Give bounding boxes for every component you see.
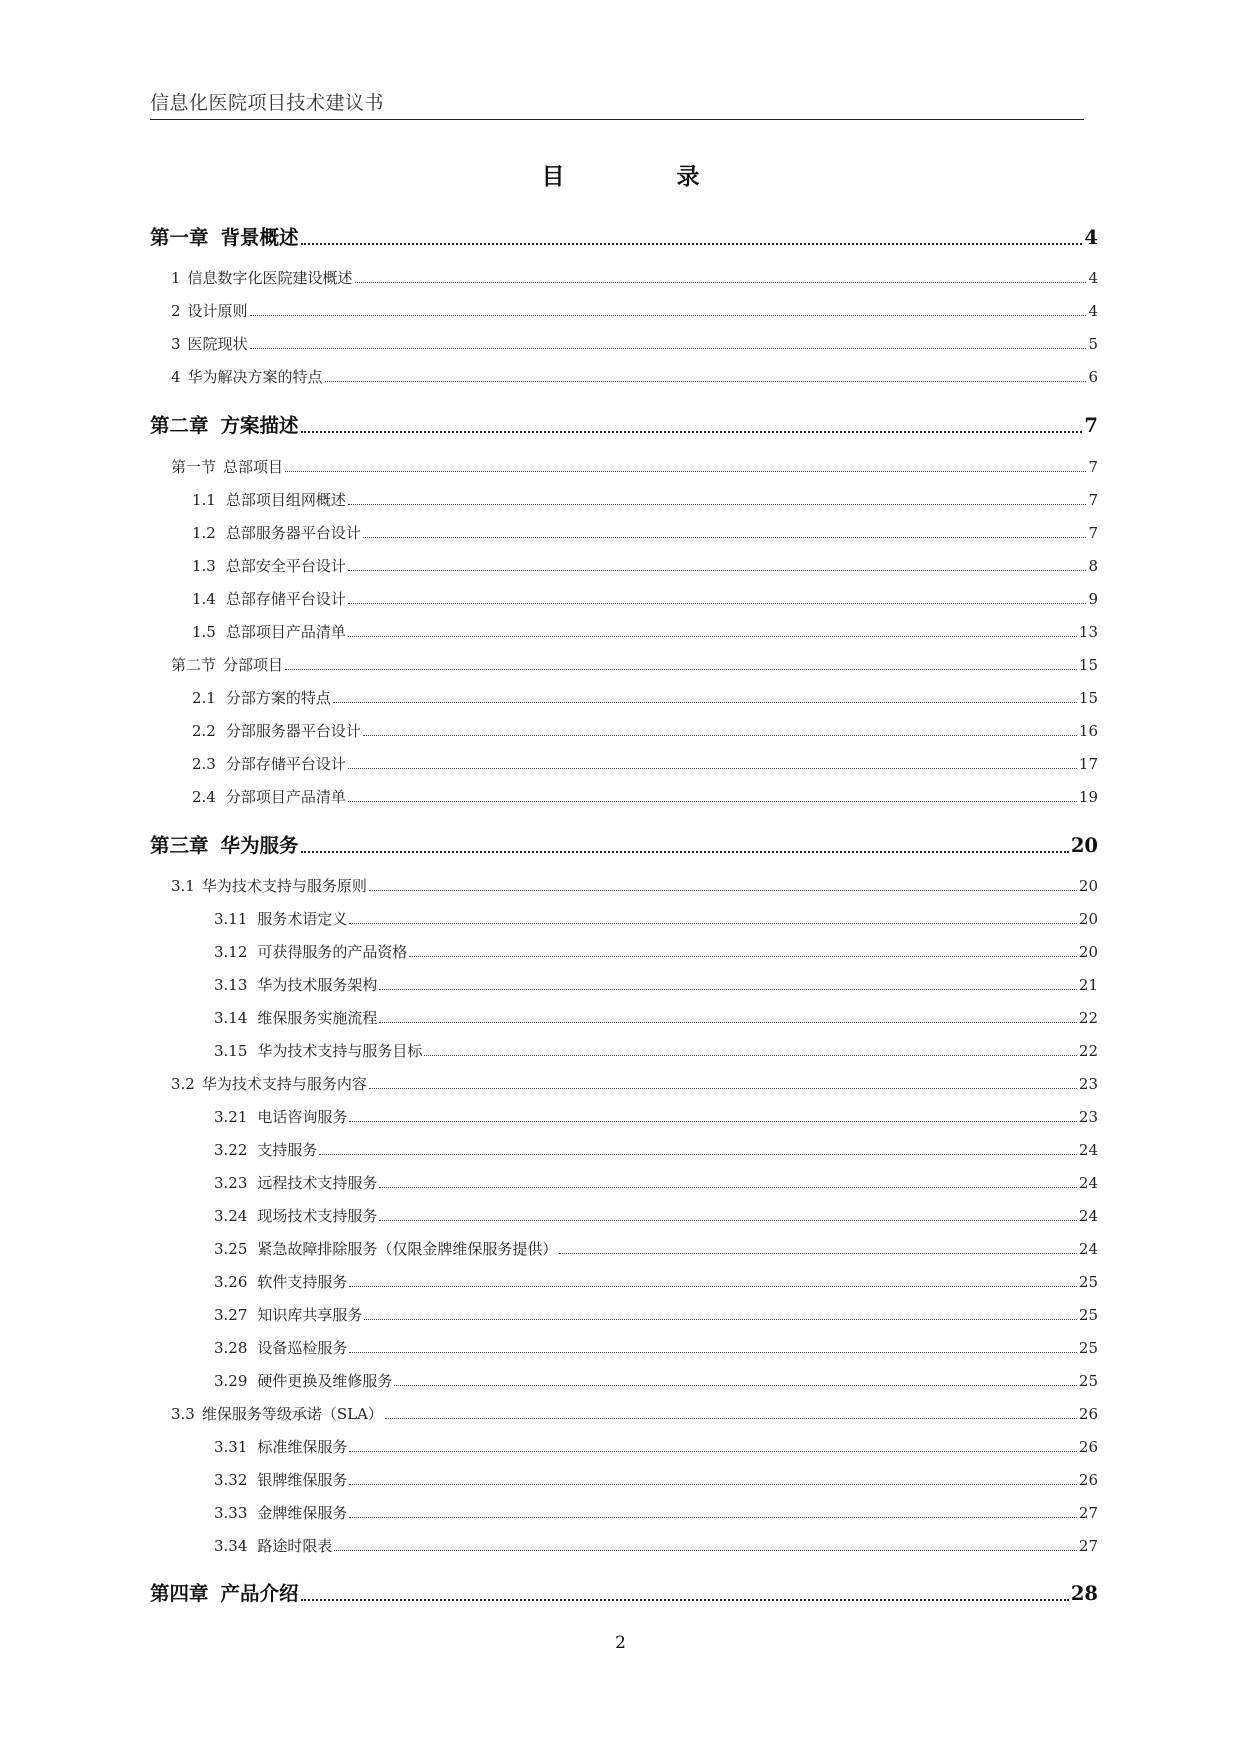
dot-leader (363, 522, 1087, 543)
toc-entry-number: 第二章 (150, 414, 209, 437)
toc-entry-page: 21 (1078, 976, 1098, 994)
dot-leader (349, 1436, 1076, 1457)
toc-entry-page: 7 (1084, 414, 1098, 437)
toc-entry-label: 分部服务器平台设计 (225, 722, 361, 740)
toc-entry-page: 19 (1078, 788, 1098, 806)
toc-entry-label: 总部安全平台设计 (225, 557, 346, 575)
toc-entry-label: 分部存储平台设计 (225, 755, 346, 773)
toc-entry-label: 分部项目 (223, 656, 284, 674)
toc-entry-label: 华为技术支持与服务目标 (257, 1042, 423, 1060)
toc-entry[interactable] (171, 456, 1098, 477)
dot-leader (369, 1073, 1077, 1094)
toc-entry-number: 2 (171, 302, 181, 320)
toc-entry-label: 金牌维保服务 (257, 1504, 348, 1522)
toc-entry-label: 背景概述 (220, 226, 299, 249)
toc-entry-label: 分部方案的特点 (225, 689, 331, 707)
dot-leader (379, 1205, 1076, 1226)
toc-entry-page: 25 (1078, 1372, 1098, 1390)
toc-entry[interactable] (214, 1139, 1098, 1160)
dot-leader (285, 456, 1086, 477)
dot-leader (349, 908, 1076, 929)
toc-entry-page: 24 (1078, 1207, 1098, 1225)
toc-entry-label: 标准维保服务 (257, 1438, 348, 1456)
toc-entry-page: 4 (1088, 302, 1098, 320)
toc-entry[interactable] (192, 555, 1098, 576)
toc-entry-page: 4 (1084, 226, 1098, 249)
toc-entry-number: 3 (171, 335, 181, 353)
dot-leader (348, 588, 1087, 609)
toc-entry-number: 2.2 (192, 722, 216, 740)
toc-entry-page: 24 (1078, 1240, 1098, 1258)
dot-leader (355, 267, 1087, 288)
toc-entry-number: 3.24 (214, 1207, 248, 1225)
dot-leader (349, 1271, 1076, 1292)
dot-leader (333, 687, 1077, 708)
dot-leader (379, 1172, 1076, 1193)
dot-leader (349, 1337, 1076, 1358)
toc-entry[interactable] (171, 1073, 1098, 1094)
toc-entry-page: 26 (1078, 1438, 1098, 1456)
toc-entry-number: 3.28 (214, 1339, 248, 1357)
toc-entry-number: 3.31 (214, 1438, 248, 1456)
toc-entry-number: 3.2 (171, 1075, 195, 1093)
header-rule (150, 119, 1084, 120)
toc-entry-page: 20 (1070, 834, 1098, 857)
toc-entry-number: 3.33 (214, 1504, 248, 1522)
toc-entry-number: 第一章 (150, 226, 209, 249)
toc-entry[interactable] (214, 941, 1098, 962)
toc-entry-page: 24 (1078, 1174, 1098, 1192)
toc-entry-label: 总部存储平台设计 (225, 590, 346, 608)
toc-entry-page: 16 (1078, 722, 1098, 740)
toc-entry-number: 3.3 (171, 1405, 195, 1423)
toc-entry[interactable] (214, 1304, 1098, 1325)
toc-entry-page: 22 (1078, 1009, 1098, 1027)
toc-entry-label: 分部项目产品清单 (225, 788, 346, 806)
toc-entry-label: 方案描述 (220, 414, 299, 437)
toc-entry[interactable] (192, 687, 1098, 708)
toc-entry-label: 总部服务器平台设计 (225, 524, 361, 542)
toc-entry[interactable] (214, 1007, 1098, 1028)
toc-entry-number: 1.4 (192, 590, 216, 608)
toc-entry-page: 22 (1078, 1042, 1098, 1060)
toc-entry-page: 7 (1088, 524, 1098, 542)
toc-entry-page: 4 (1088, 269, 1098, 287)
dot-leader (369, 875, 1077, 896)
toc-entry[interactable] (214, 1370, 1098, 1391)
toc-entry-label: 总部项目 (223, 458, 284, 476)
toc-entry-label: 维保服务等级承诺（SLA） (201, 1405, 383, 1423)
toc-entry-label: 路途时限表 (257, 1537, 333, 1555)
toc-entry[interactable] (192, 522, 1098, 543)
toc-entry-number: 3.11 (214, 910, 248, 928)
toc-entry-number: 2.4 (192, 788, 216, 806)
dot-leader (394, 1370, 1076, 1391)
toc-entry[interactable] (171, 366, 1098, 387)
toc-entry-page: 26 (1078, 1471, 1098, 1489)
toc-entry-label: 硬件更换及维修服务 (257, 1372, 393, 1390)
toc-entry-page: 20 (1078, 910, 1098, 928)
dot-leader (559, 1238, 1076, 1259)
toc-entry[interactable] (214, 1535, 1098, 1556)
toc-entry-number: 4 (171, 368, 181, 386)
toc-entry-number: 第四章 (150, 1582, 209, 1605)
toc-entry-page: 23 (1078, 1108, 1098, 1126)
toc-entry-page: 13 (1078, 623, 1098, 641)
dot-leader (301, 830, 1069, 858)
dot-leader (334, 1535, 1076, 1556)
toc-entry[interactable] (171, 267, 1098, 288)
toc-entry-page: 28 (1070, 1582, 1098, 1605)
toc-entry-number: 3.13 (214, 976, 248, 994)
dot-leader (385, 1403, 1077, 1424)
toc-entry-label: 信息数字化医院建设概述 (187, 269, 353, 287)
dot-leader (285, 654, 1077, 675)
toc-entry-label: 华为解决方案的特点 (187, 368, 323, 386)
toc-entry[interactable] (192, 489, 1098, 510)
dot-leader (325, 366, 1087, 387)
toc-entry-page: 8 (1088, 557, 1098, 575)
toc-entry-number: 2.1 (192, 689, 216, 707)
toc-entry-number: 3.14 (214, 1009, 248, 1027)
toc-entry-page: 6 (1088, 368, 1098, 386)
dot-leader (363, 720, 1077, 741)
toc-entry-number: 3.22 (214, 1141, 248, 1159)
toc-entry[interactable] (192, 588, 1098, 609)
toc-entry[interactable] (214, 1238, 1098, 1259)
toc-entry-number: 3.1 (171, 877, 195, 895)
toc-entry[interactable] (171, 875, 1098, 896)
toc-entry-number: 3.27 (214, 1306, 248, 1324)
toc-entry-number: 3.23 (214, 1174, 248, 1192)
toc-entry-label: 华为技术支持与服务内容 (201, 1075, 367, 1093)
toc-entry-page: 25 (1078, 1306, 1098, 1324)
footer-page-number: 2 (615, 1633, 626, 1653)
toc-entry[interactable] (214, 1106, 1098, 1127)
toc-entry[interactable] (214, 1040, 1098, 1061)
toc-entry[interactable] (214, 908, 1098, 929)
dot-leader (349, 1469, 1076, 1490)
toc-entry-label: 产品介绍 (220, 1582, 299, 1605)
toc-entry-number: 1.2 (192, 524, 216, 542)
dot-leader (379, 1007, 1076, 1028)
toc-entry-page: 25 (1078, 1273, 1098, 1291)
toc-entry[interactable] (171, 333, 1098, 354)
dot-leader (348, 786, 1077, 807)
toc-entry-number: 2.3 (192, 755, 216, 773)
toc-entry[interactable] (214, 1436, 1098, 1457)
toc-entry[interactable] (192, 753, 1098, 774)
toc-entry-number: 3.29 (214, 1372, 248, 1390)
toc-entry-page: 15 (1078, 689, 1098, 707)
toc-entry-number: 第一节 (171, 458, 217, 476)
toc-entry-number: 1.5 (192, 623, 216, 641)
toc-entry-label: 服务术语定义 (257, 910, 348, 928)
toc-entry-label: 可获得服务的产品资格 (257, 943, 408, 961)
toc-entry[interactable] (214, 1271, 1098, 1292)
dot-leader (301, 410, 1083, 438)
dot-leader (348, 621, 1077, 642)
toc-entry-label: 银牌维保服务 (257, 1471, 348, 1489)
toc-entry-number: 3.12 (214, 943, 248, 961)
toc-entry-page: 7 (1088, 458, 1098, 476)
toc-entry-page: 20 (1078, 943, 1098, 961)
toc-entry-number: 1.3 (192, 557, 216, 575)
toc-entry-number: 第三章 (150, 834, 209, 857)
toc-entry-number: 3.32 (214, 1471, 248, 1489)
toc-entry-number: 第二节 (171, 656, 217, 674)
dot-leader (409, 941, 1076, 962)
toc-entry-label: 远程技术支持服务 (257, 1174, 378, 1192)
toc-entry-page: 9 (1088, 590, 1098, 608)
toc-entry[interactable] (192, 621, 1098, 642)
toc-entry-number: 3.15 (214, 1042, 248, 1060)
toc-entry-label: 设备巡检服务 (257, 1339, 348, 1357)
dot-leader (349, 1106, 1076, 1127)
toc-entry-label: 软件支持服务 (257, 1273, 348, 1291)
toc-entry-label: 支持服务 (257, 1141, 318, 1159)
dot-leader (250, 300, 1087, 321)
dot-leader (424, 1040, 1076, 1061)
toc-entry-page: 15 (1078, 656, 1098, 674)
toc-entry-label: 华为服务 (220, 834, 299, 857)
document-header-title: 信息化医院项目技术建议书 (150, 92, 385, 114)
toc-entry[interactable] (214, 974, 1098, 995)
toc-entry-page: 27 (1078, 1537, 1098, 1555)
toc-entry-number: 1 (171, 269, 181, 287)
toc-entry-number: 3.26 (214, 1273, 248, 1291)
dot-leader (348, 489, 1087, 510)
toc-entry[interactable] (171, 300, 1098, 321)
toc-entry-page: 23 (1078, 1075, 1098, 1093)
toc-entry[interactable] (171, 654, 1098, 675)
toc-entry-label: 维保服务实施流程 (257, 1009, 378, 1027)
toc-entry-label: 知识库共享服务 (257, 1306, 363, 1324)
toc-entry-label: 现场技术支持服务 (257, 1207, 378, 1225)
toc-entry-page: 20 (1078, 877, 1098, 895)
toc-entry[interactable] (171, 1403, 1098, 1424)
toc-entry-number: 3.21 (214, 1108, 248, 1126)
toc-chapter-entry[interactable] (150, 222, 1098, 250)
toc-entry-page: 25 (1078, 1339, 1098, 1357)
toc-entry-label: 紧急故障排除服务（仅限金牌维保服务提供） (257, 1240, 558, 1258)
toc-entry-page: 17 (1078, 755, 1098, 773)
dot-leader (348, 555, 1087, 576)
dot-leader (364, 1304, 1076, 1325)
toc-chapter-entry[interactable] (150, 1578, 1098, 1606)
toc-entry-page: 26 (1078, 1405, 1098, 1423)
toc-title: 目 录 (541, 163, 752, 190)
toc-entry[interactable] (214, 1205, 1098, 1226)
dot-leader (348, 753, 1077, 774)
toc-entry-number: 3.25 (214, 1240, 248, 1258)
toc-entry-number: 1.1 (192, 491, 216, 509)
toc-entry-label: 华为技术支持与服务原则 (201, 877, 367, 895)
dot-leader (349, 1502, 1076, 1523)
toc-entry-label: 总部项目产品清单 (225, 623, 346, 641)
toc-entry-page: 5 (1088, 335, 1098, 353)
toc-entry-number: 3.34 (214, 1537, 248, 1555)
toc-chapter-entry[interactable] (150, 830, 1098, 858)
dot-leader (250, 333, 1087, 354)
toc-entry-label: 电话咨询服务 (257, 1108, 348, 1126)
dot-leader (301, 222, 1083, 250)
toc-entry-label: 华为技术服务架构 (257, 976, 378, 994)
toc-entry[interactable] (214, 1502, 1098, 1523)
toc-entry-page: 24 (1078, 1141, 1098, 1159)
dot-leader (319, 1139, 1076, 1160)
toc-entry[interactable] (214, 1172, 1098, 1193)
toc-entry-page: 7 (1088, 491, 1098, 509)
toc-entry-label: 设计原则 (187, 302, 248, 320)
toc-entry[interactable] (192, 786, 1098, 807)
toc-entry-label: 总部项目组网概述 (225, 491, 346, 509)
toc-entry[interactable] (214, 1469, 1098, 1490)
dot-leader (301, 1578, 1069, 1606)
toc-entry[interactable] (214, 1337, 1098, 1358)
toc-entry-label: 医院现状 (187, 335, 248, 353)
toc-entry-page: 27 (1078, 1504, 1098, 1522)
toc-chapter-entry[interactable] (150, 410, 1098, 438)
toc-entry[interactable] (192, 720, 1098, 741)
dot-leader (379, 974, 1076, 995)
